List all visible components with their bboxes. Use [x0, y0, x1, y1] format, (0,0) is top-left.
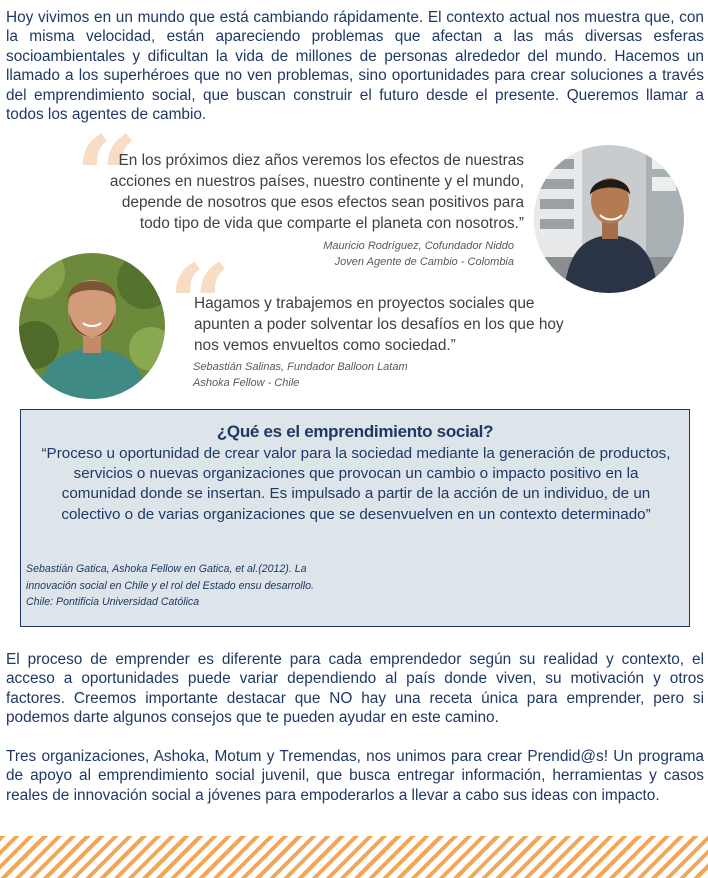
citation-line: Chile: Pontificia Universidad Católica	[26, 596, 200, 608]
quote-mark-icon: “	[168, 240, 232, 369]
portrait-photo-icon	[534, 145, 684, 293]
paragraph-program: Tres organizaciones, Ashoka, Motum y Tremendas, nos unimos para crear Prendid@s! Un programa de apoyo al emprendimiento social juvenil, que busca entregar información, herramientas y casos reales de innovación social a jóvenes para empoderarlos a llevar a cabo sus ideas con impacto.	[6, 748, 704, 804]
quote-mauricio: En los próximos diez años veremos los efectos de nuestras acciones en nuestros países, nuestro continente y el mundo, depende de nosotros que esos efectos sean positivos para todo tipo de vida que comparte el planeta con nosotros.”	[109, 152, 524, 232]
attribution-role: Joven Agente de Cambio - Colombia	[334, 256, 514, 268]
attribution-role: Ashoka Fellow - Chile	[193, 377, 300, 389]
definition-title: ¿Qué es el emprendimiento social?	[216, 422, 494, 441]
citation-line: Sebastián Gatica, Ashoka Fellow en Gatica, et al.(2012). La	[26, 563, 307, 575]
avatar-sebastian	[19, 253, 165, 399]
definition-box	[20, 409, 690, 627]
quote-sebastian: Hagamos y trabajemos en proyectos sociales que apunten a poder solventar los desafíos en los que hoy nos vemos envueltos como sociedad.”	[194, 295, 564, 354]
attribution-author: Mauricio Rodríguez, Cofundador Niddo	[323, 240, 514, 252]
attribution-mauricio	[270, 238, 514, 270]
decorative-stripes	[0, 836, 708, 878]
portrait-photo-icon	[19, 253, 165, 399]
attribution-sebastian	[193, 359, 493, 391]
quote-mark-icon: “	[75, 112, 139, 241]
definition-quote: “Proceso u oportunidad de crear valor para la sociedad mediante la generación de productos, servicios o nuevas organizaciones que provocan un cambio o impacto positivo en la comunidad donde se insertan. Es impulsado a partir de la acción de un individuo, de un colectivo o de varias organizaciones que se desenvuelven en un contexto determinado”	[41, 445, 671, 523]
citation-line: innovación social en Chile y el rol del Estado ensu desarrollo.	[26, 579, 314, 592]
definition-citation	[26, 561, 386, 611]
intro-paragraph: Hoy vivimos en un mundo que está cambiando rápidamente. El contexto actual nos muestra que, con la misma velocidad, están apareciendo problemas que afectan a las más diversas esferas socioambientales y dificultan la vida de millones de personas alrededor del mundo. Hacemos un llamado a los superhéroes que no ven problemas, sino oportunidades para crear soluciones a través del emprendimiento social, que buscan construir el futuro desde el presente. Queremos llamar a todos los agentes de cambio.	[6, 9, 704, 124]
attribution-author: Sebastián Salinas, Fundador Balloon Latam	[193, 361, 408, 373]
paragraph-emprender: El proceso de emprender es diferente para cada emprendedor según su realidad y contexto, el acceso a oportunidades puede variar dependiendo al país donde viven, su motivación y otros factores. Creemos importante destacar que NO hay una receta única para emprender, pero si podemos darte algunos consejos que te pueden ayudar en este camino.	[6, 651, 704, 727]
avatar-mauricio	[534, 145, 684, 293]
